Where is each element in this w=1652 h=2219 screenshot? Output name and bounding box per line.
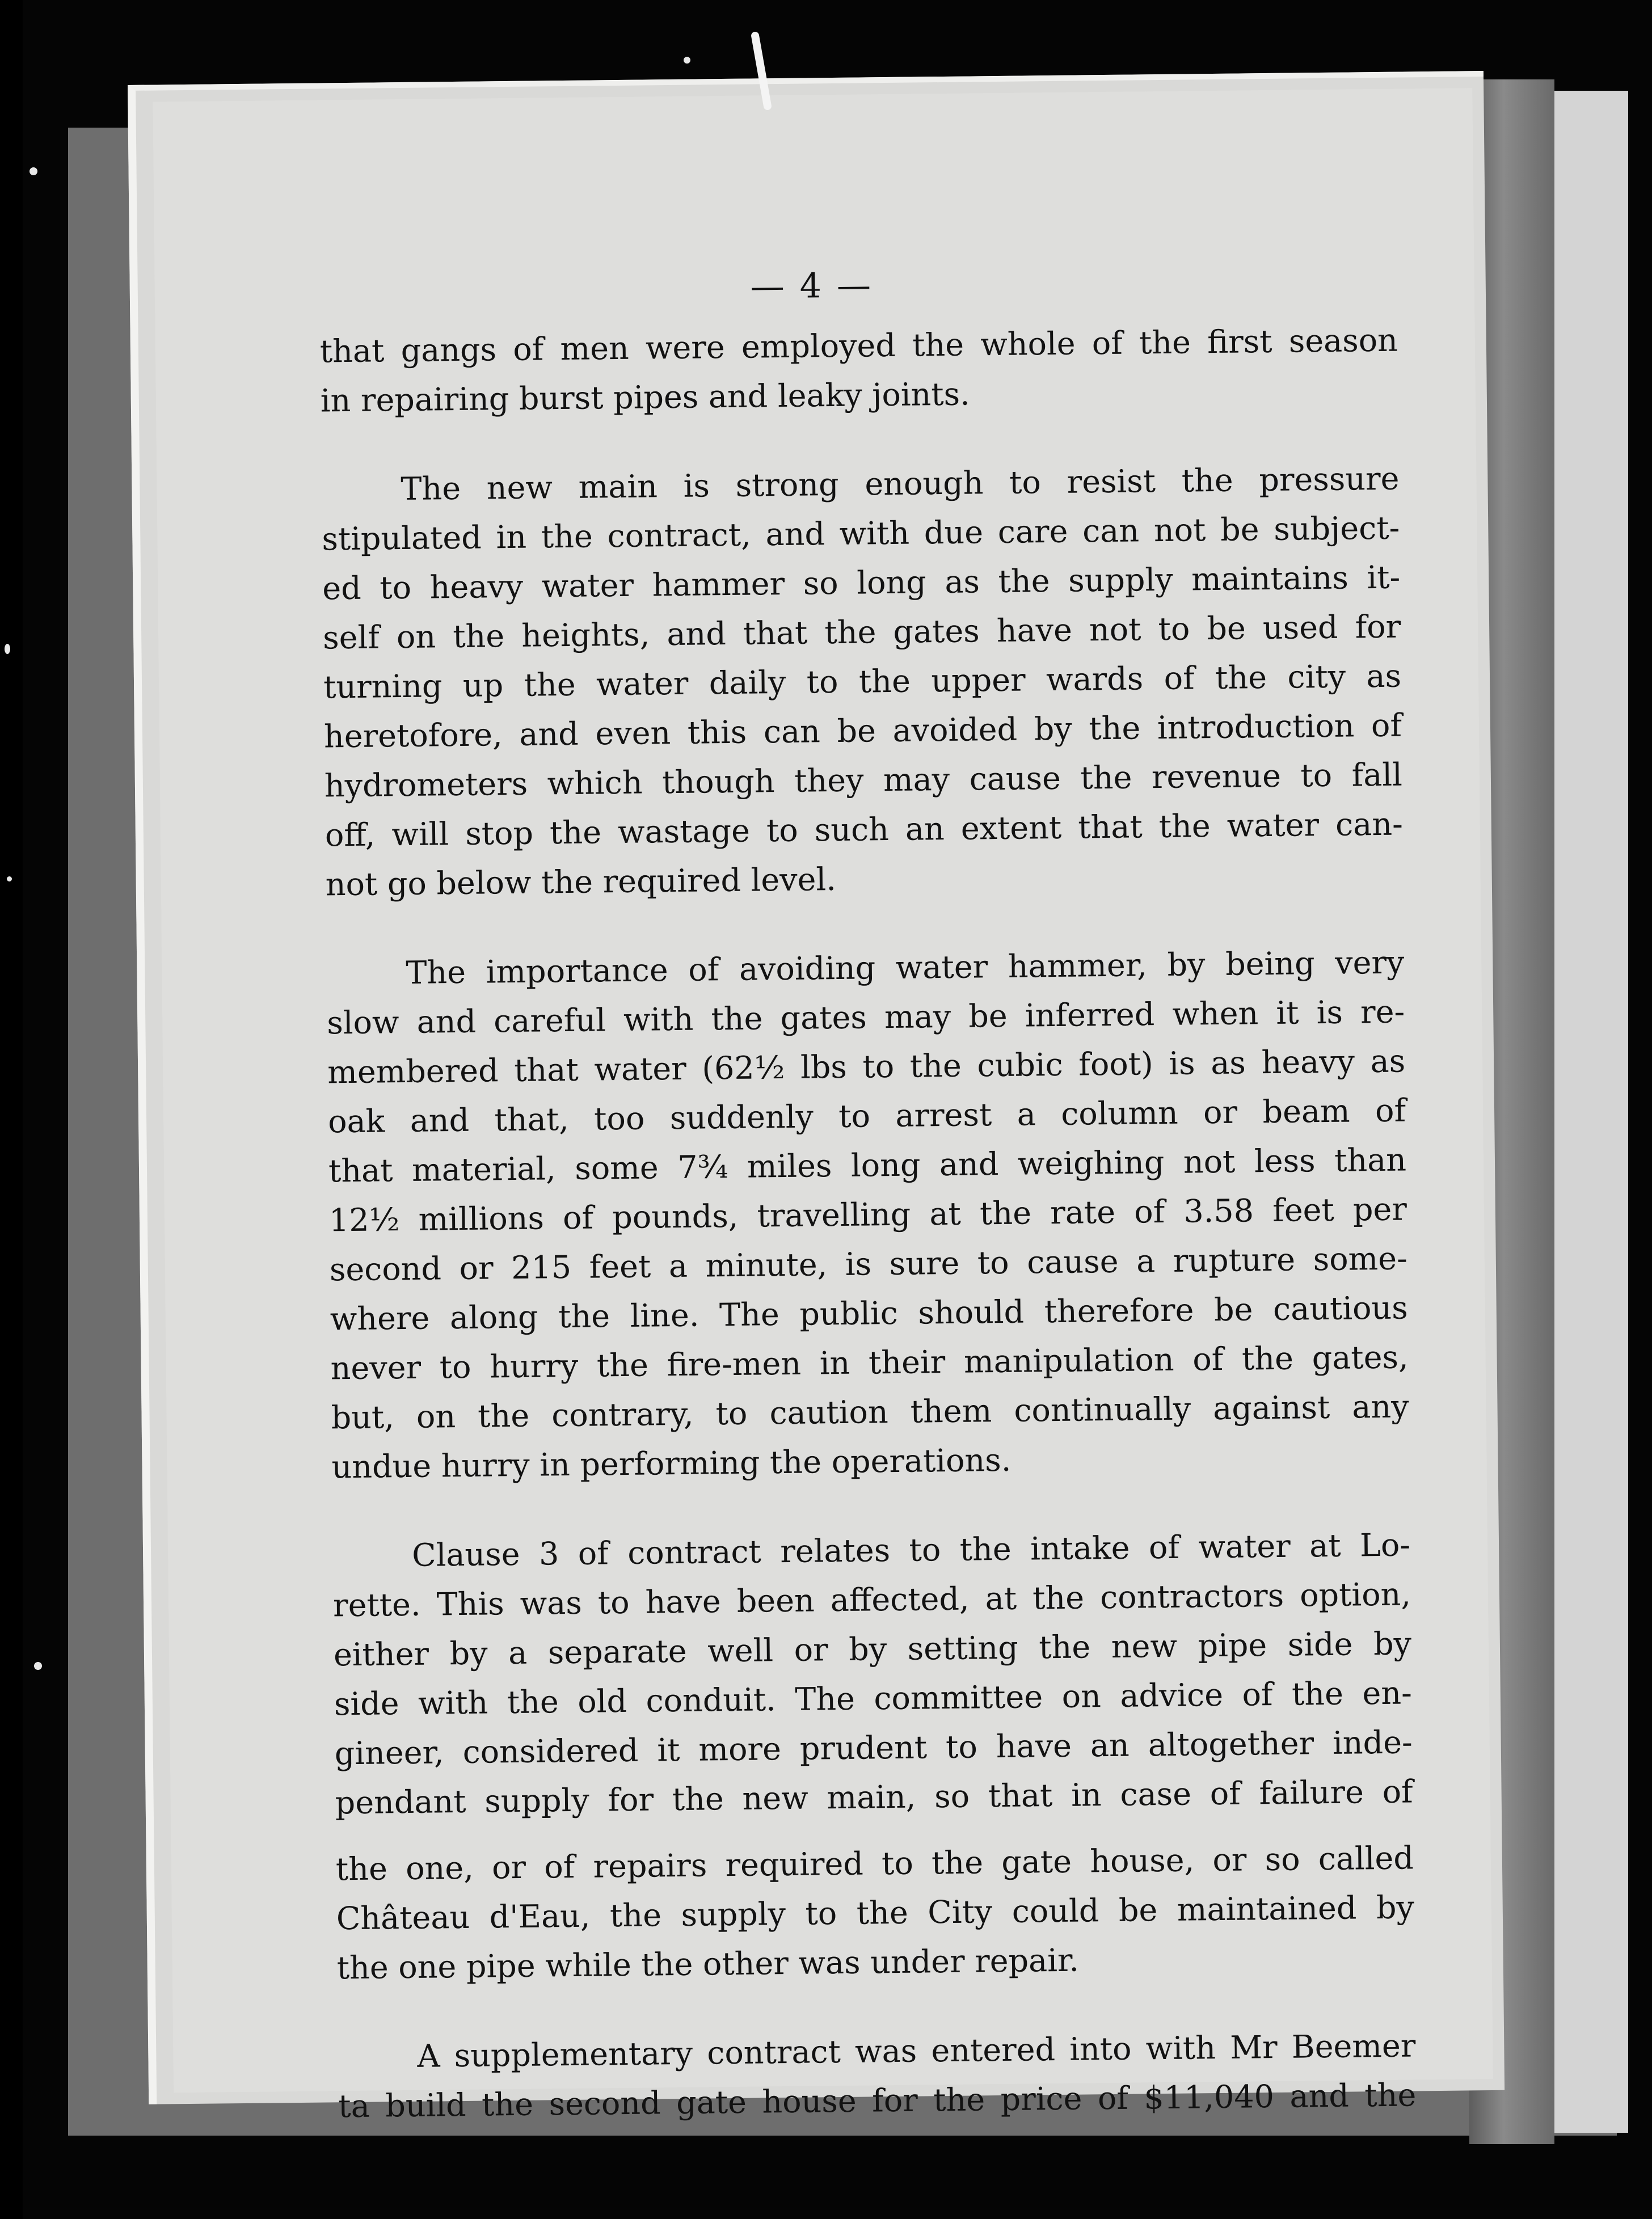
text-line: oak and that, too suddenly to arrest a column or beam of bbox=[327, 1092, 1406, 1141]
text-line: in repairing burst pipes and leaky joints. bbox=[320, 376, 971, 420]
text-line: Château d'Eau, the supply to the City could be maintained by bbox=[336, 1889, 1415, 1938]
text-line: off, will stop the wastage to such an extent that the water can- bbox=[324, 805, 1404, 854]
text-line: slow and careful with the gates may be inferred when it is re- bbox=[326, 993, 1405, 1042]
text-line: side with the old conduit. The committee on advice of the en- bbox=[334, 1674, 1413, 1723]
film-speck bbox=[34, 1662, 42, 1670]
text-line: where along the line. The public should therefore be cautious bbox=[330, 1289, 1409, 1338]
text-line: that material, some 7¾ miles long and weighing not less than bbox=[328, 1141, 1407, 1190]
film-speck bbox=[7, 876, 12, 881]
text-line: the one, or of repairs required to the gate house, or so called bbox=[335, 1840, 1414, 1888]
text-line: ed to heavy water hammer so long as the supply maintains it- bbox=[322, 559, 1401, 608]
paragraph-5 bbox=[338, 2021, 1417, 2131]
text-line: heretofore, and even this can be avoided by the introduction of bbox=[323, 707, 1402, 756]
page-number: — 4 — bbox=[750, 265, 874, 307]
film-speck bbox=[5, 644, 10, 654]
text-line: A supplementary contract was entered into with Mr Beemer bbox=[417, 2027, 1416, 2075]
text-line: The new main is strong enough to resist the pressure bbox=[401, 460, 1400, 508]
text-line: Clause 3 of contract relates to the intake of water at Lo- bbox=[411, 1526, 1411, 1574]
film-speck bbox=[684, 57, 690, 64]
printed-page bbox=[128, 71, 1504, 2125]
text-line: never to hurry the fire-men in their manipulation of the gates, bbox=[330, 1339, 1409, 1387]
text-line: that gangs of men were employed the whole of the first season bbox=[319, 322, 1398, 370]
text-line: ta build the second gate house for the price of $11,040 and the bbox=[338, 2077, 1417, 2125]
text-line: The importance of avoiding water hammer, by being very bbox=[406, 944, 1405, 992]
paragraph-4 bbox=[332, 1520, 1415, 1993]
facing-page-edge bbox=[1554, 91, 1628, 2133]
text-line: but, on the contrary, to caution them continually against any bbox=[331, 1388, 1409, 1437]
text-line: second or 215 feet a minute, is sure to cause a rupture some- bbox=[329, 1240, 1408, 1289]
text-line: rette. This was to have been affected, at the contractors option, bbox=[332, 1576, 1411, 1625]
text-line: the one pipe while the other was under repair. bbox=[336, 1942, 1080, 1987]
text-line: undue hurry in performing the operations. bbox=[331, 1441, 1012, 1486]
text-line: either by a separate well or by setting the new pipe side by bbox=[333, 1625, 1412, 1674]
paragraph-2 bbox=[321, 454, 1404, 910]
text-line: self on the heights, and that the gates have not to be used for bbox=[322, 608, 1401, 657]
film-edge bbox=[0, 0, 23, 2219]
text-line: turning up the water daily to the upper wards of the city as bbox=[323, 657, 1402, 706]
paragraph-1 bbox=[319, 316, 1398, 426]
body-text bbox=[319, 316, 1417, 2171]
text-line: 12½ millions of pounds, travelling at the rate of 3.58 feet per bbox=[328, 1191, 1407, 1239]
text-line: not go below the required level. bbox=[325, 861, 837, 904]
text-line: gineer, considered it more prudent to have an altogether inde- bbox=[334, 1724, 1413, 1773]
text-line: pendant supply for the new main, so that in case of failure of bbox=[335, 1773, 1413, 1822]
text-line: stipulated in the contract, and with due care can not be subject- bbox=[322, 509, 1400, 558]
text-line: membered that water (62½ lbs to the cubic foot) is as heavy as bbox=[327, 1043, 1406, 1091]
text-line: hydrometers which though they may cause the revenue to fall bbox=[324, 756, 1403, 805]
film-speck bbox=[30, 167, 37, 175]
paragraph-3 bbox=[326, 938, 1410, 1492]
